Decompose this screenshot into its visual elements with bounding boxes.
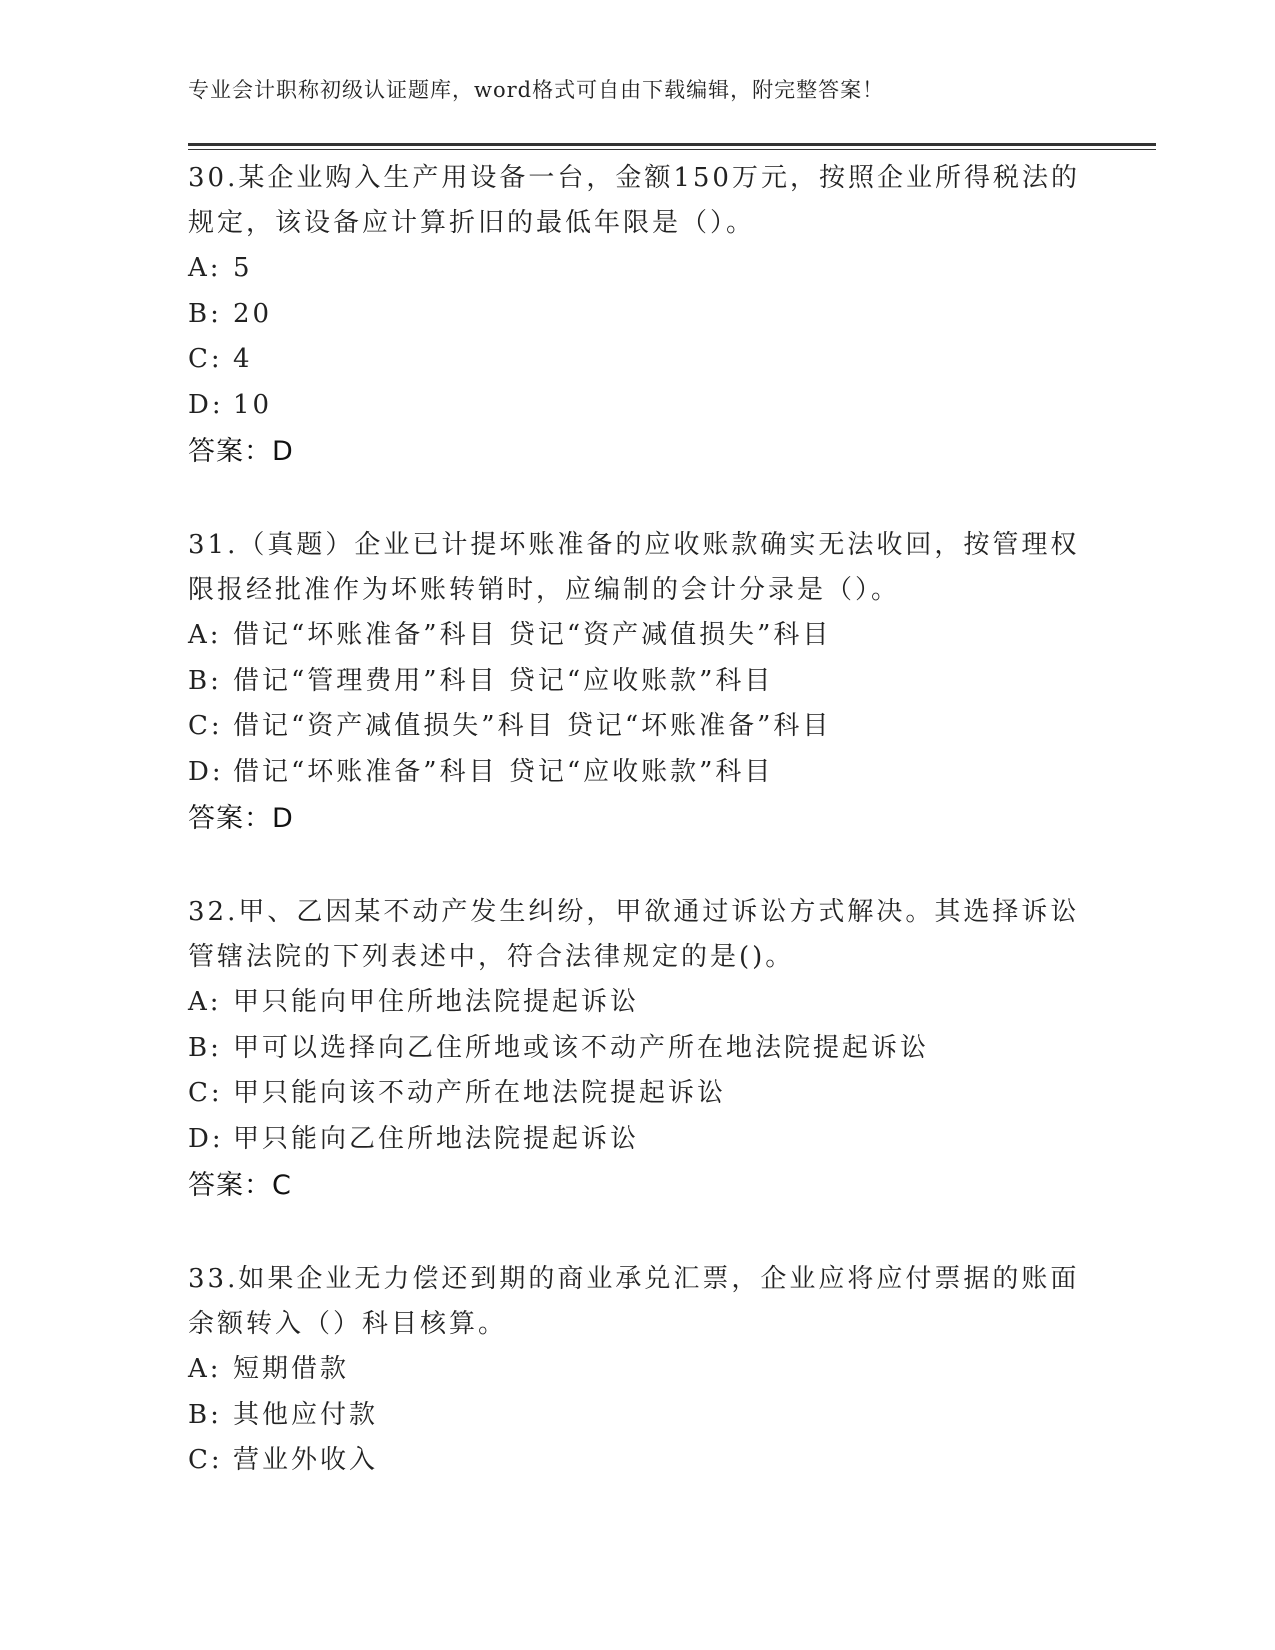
question-33 (188, 1257, 1158, 1484)
question-stem: 31.（真题）企业已计提坏账准备的应收账款确实无法收回，按管理权限报经批准作为坏账转销时，应编制的会计分录是（）。 (188, 530, 1080, 605)
answer-line: 答案：C (188, 1170, 292, 1201)
option-key: D: (188, 389, 224, 420)
option-b (188, 1393, 1158, 1439)
option-text: 借记“坏账准备”科目 贷记“应收账款”科目 (233, 756, 774, 787)
option-b (188, 1026, 1158, 1072)
option-a (188, 613, 1158, 659)
option-a (188, 246, 1158, 292)
option-c (188, 337, 1158, 383)
question-stem: 32.甲、乙因某不动产发生纠纷，甲欲通过诉讼方式解决。其选择诉讼管辖法院的下列表述中，符合法律规定的是()。 (188, 897, 1080, 972)
option-b (188, 659, 1158, 705)
option-key: C: (188, 344, 223, 374)
option-key: B: (188, 1032, 222, 1063)
option-text: 其他应付款 (233, 1399, 379, 1430)
option-b (188, 292, 1158, 338)
option-c (188, 704, 1158, 750)
option-a (188, 1347, 1158, 1393)
question-32 (188, 890, 1158, 1209)
page-header: 专业会计职称初级认证题库，word格式可自由下载编辑，附完整答案！ (188, 78, 885, 102)
option-text: 甲只能向甲住所地法院提起诉讼 (233, 987, 640, 1017)
option-text: 营业外收入 (233, 1445, 379, 1475)
option-key: D: (188, 1123, 224, 1154)
question-stem: 33.如果企业无力偿还到期的商业承兑汇票，企业应将应付票据的账面余额转入（）科目核算。 (188, 1264, 1080, 1339)
option-key: A: (188, 253, 222, 283)
option-c (188, 1071, 1158, 1117)
option-a (188, 980, 1158, 1026)
question-31 (188, 523, 1158, 842)
option-text: 借记“管理费用”科目 贷记“应收账款”科目 (233, 665, 774, 696)
answer-line: 答案：D (188, 436, 294, 467)
option-text: 5 (233, 253, 253, 283)
answer-line: 答案：D (188, 803, 294, 834)
option-text: 借记“资产减值损失”科目 贷记“坏账准备”科目 (233, 711, 832, 741)
option-key: A: (188, 1354, 222, 1384)
option-text: 20 (233, 298, 273, 329)
option-key: C: (188, 1445, 223, 1475)
option-key: B: (188, 665, 222, 696)
question-stem: 30.某企业购入生产用设备一台，金额150万元，按照企业所得税法的规定，该设备应计算折旧的最低年限是（）。 (188, 163, 1080, 238)
option-key: C: (188, 711, 223, 741)
option-d (188, 1117, 1158, 1163)
option-text: 10 (233, 389, 273, 420)
option-d (188, 383, 1158, 429)
option-text: 甲只能向乙住所地法院提起诉讼 (233, 1123, 640, 1154)
option-text: 甲可以选择向乙住所地或该不动产所在地法院提起诉讼 (233, 1032, 930, 1063)
option-key: B: (188, 1399, 222, 1430)
option-key: D: (188, 756, 224, 787)
question-list (188, 156, 1158, 1532)
option-text: 借记“坏账准备”科目 贷记“资产减值损失”科目 (233, 620, 832, 650)
header-divider (188, 143, 1156, 150)
option-d (188, 750, 1158, 796)
option-key: C: (188, 1078, 223, 1108)
option-key: A: (188, 620, 222, 650)
option-text: 4 (233, 344, 253, 374)
option-text: 短期借款 (233, 1354, 350, 1384)
option-key: A: (188, 987, 222, 1017)
option-key: B: (188, 298, 222, 329)
option-c (188, 1438, 1158, 1484)
option-text: 甲只能向该不动产所在地法院提起诉讼 (233, 1078, 727, 1108)
question-30 (188, 156, 1158, 475)
